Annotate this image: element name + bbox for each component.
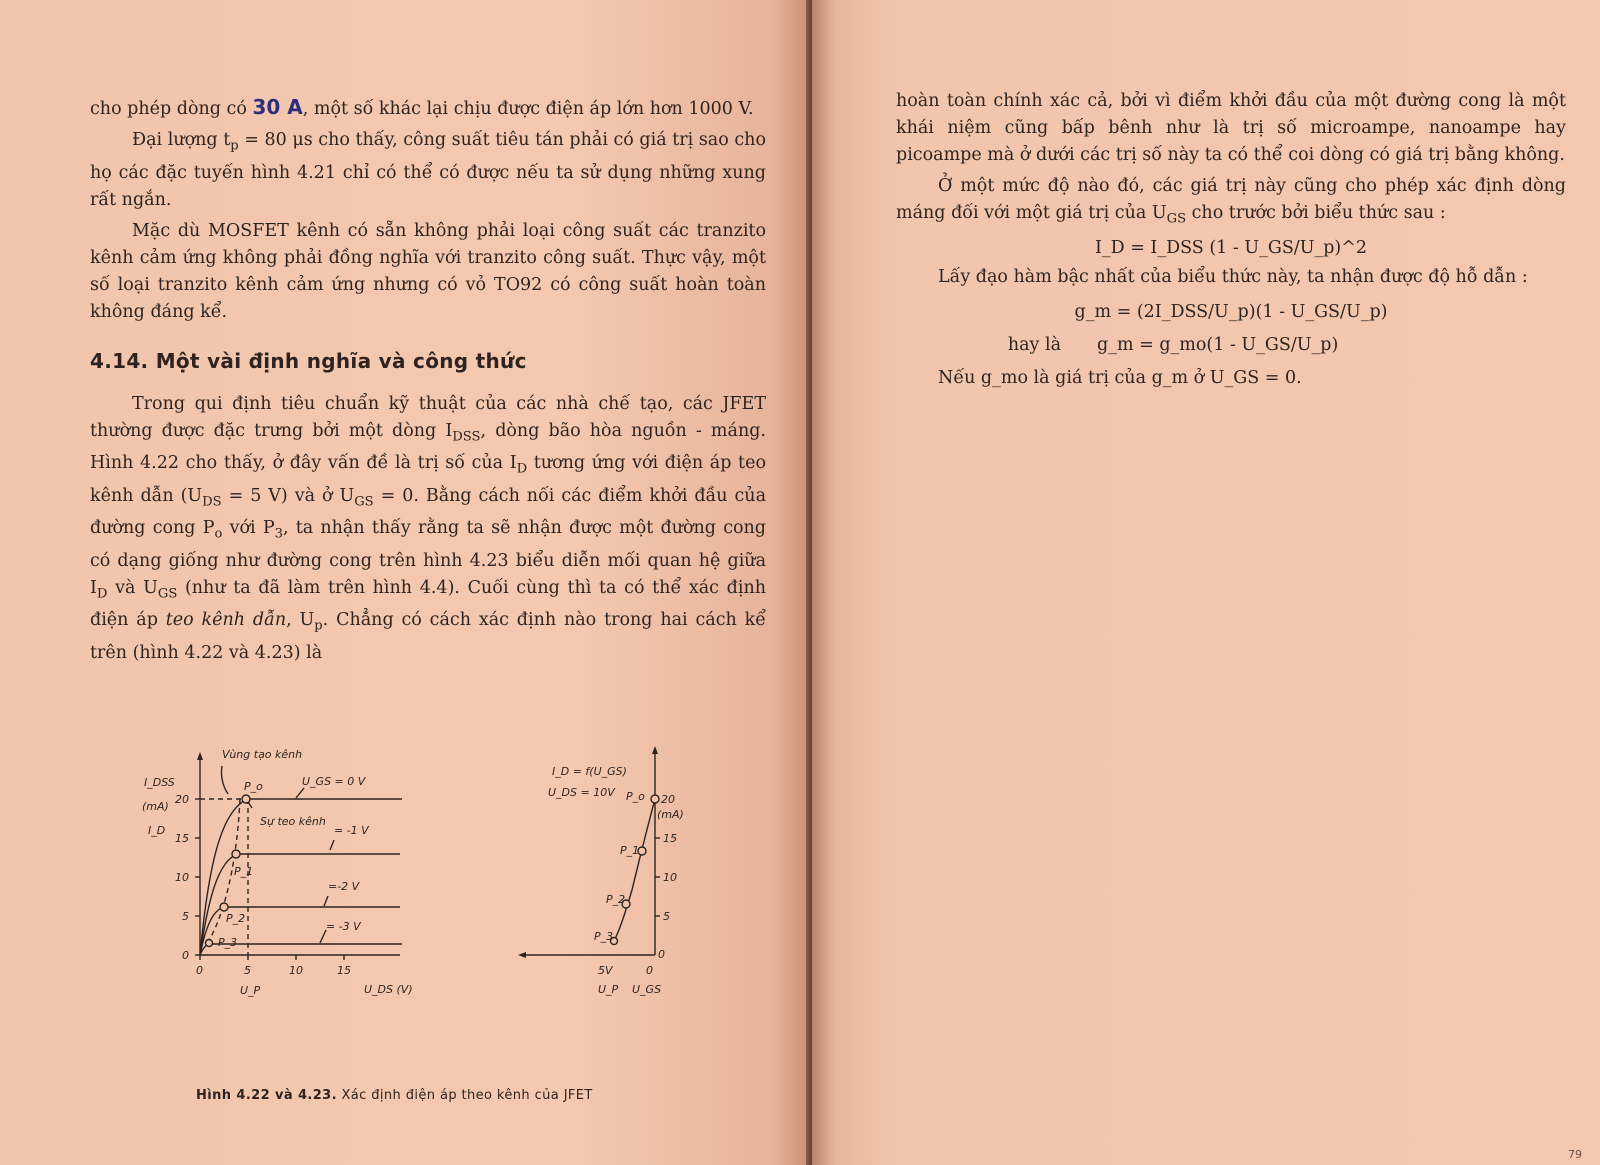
point-p1 xyxy=(232,850,240,858)
point-p3 xyxy=(206,940,213,947)
fig423-ytick-10: 10 xyxy=(663,871,677,884)
fig423-point-po: P_o xyxy=(626,790,645,803)
fig423-y-unit: (mA) xyxy=(657,808,684,821)
paragraph-r3: Lấy đạo hàm bậc nhất của biểu thức này, ta nhận được độ hỗ dẫn : xyxy=(938,266,1528,287)
page-number: 79 xyxy=(1568,1148,1582,1161)
paragraph-2: Đại lượng $t_p = 80$ μs cho thấy, công suất tiêu tán phải có giá trị sao cho họ các đặc tuyến hình 4.21 chỉ có thể có được nếu ta sử dụng những xung rất ngắn. xyxy=(90,130,766,210)
paragraph-r1: hoàn toàn chính xác cả, bởi vì điểm khởi đầu của một đường cong là một khái niệm cũng bấp bênh như là trị số microampe, nanoampe hay picoampe mà ở dưới các trị số này ta có thể coi dòng có giá trị bằng không. xyxy=(896,91,1566,165)
figure-drawing xyxy=(120,750,720,1030)
point-po xyxy=(242,795,250,803)
fig422-curve-1v: = -1 V xyxy=(334,824,369,837)
fig422-y-label-3: I_D xyxy=(148,824,166,837)
fig422-point-po: P_o xyxy=(244,780,263,793)
formula-gm-alt: hay là g_m = g_mo(1 - U_GS/U_p) xyxy=(1007,334,1339,355)
left-text-column xyxy=(90,94,766,667)
formula-id: I_D = I_DSS (1 - U_GS/U_p)^2 xyxy=(1094,237,1368,258)
fig422-point-p2: P_2 xyxy=(226,912,246,925)
fig422-xtick-5: 5 xyxy=(244,964,251,977)
fig422-y-label-2: (mA) xyxy=(142,800,169,813)
fig423-x-label-ugs: U_GS xyxy=(632,983,662,996)
fig423-ytick-5: 5 xyxy=(663,910,670,923)
fig422-curve-0v: U_GS = 0 V xyxy=(302,775,366,788)
fig422-up-label: U_P xyxy=(240,984,261,997)
fig422-y-label-1: I_DSS xyxy=(144,776,175,789)
right-text-column xyxy=(896,88,1566,392)
fig423-ytick-20: 20 xyxy=(661,793,675,806)
label-su-teo-kenh: Sự teo kênh xyxy=(260,815,326,828)
paragraph-3: Mặc dù MOSFET kênh có sẵn không phải loại công suất các tranzito kênh cảm ứng không phải đồng nghĩa với tranzito công suất. Thực vậy, một số loại tranzito kênh cảm ứng nhưng có vỏ TO92 có công suất hoàn toàn không đáng kể. xyxy=(90,220,766,322)
fig423-ytick-0: 0 xyxy=(658,948,665,961)
fig422-ytick-20: 20 xyxy=(175,793,189,806)
fig422-xtick-0: 0 xyxy=(196,964,203,977)
fig423-point-p2: P_2 xyxy=(606,893,626,906)
fig422-point-p3: P_3 xyxy=(218,936,238,949)
fig422-x-label: U_DS (V) xyxy=(364,983,413,996)
fig423-xtick-5v: 5V xyxy=(598,964,613,977)
fig422-xtick-15: 15 xyxy=(337,964,351,977)
point-p2 xyxy=(220,903,228,911)
fig423-xtick-0: 0 xyxy=(646,964,653,977)
fig422-ytick-10: 10 xyxy=(175,871,189,884)
right-page xyxy=(812,0,1600,1165)
label-vung-tao-kenh: Vùng tạo kênh xyxy=(222,748,303,761)
handwritten-annotation: 30 A xyxy=(252,95,303,119)
paragraph-1: cho phép dòng có 30 A, một số khác lại chịu được điện áp lớn hơn 1000 V. xyxy=(90,95,754,119)
fig423-point-p1: P_1 xyxy=(620,844,640,857)
fig423-x-label-up: U_P xyxy=(598,983,619,996)
fig422-ytick-15: 15 xyxy=(175,832,189,845)
paragraph-r2: Ở một mức độ nào đó, các giá trị này cũng cho phép xác định dòng máng đối với một giá trị của $U_{GS}$ cho trước bởi biểu thức sau : xyxy=(896,176,1566,227)
paragraph-r4: Nếu g_mo là giá trị của g_m ở U_GS = 0. xyxy=(938,367,1302,388)
figure-4-22-4-23 xyxy=(120,750,720,1030)
formula-gm: g_m = (2I_DSS/U_p)(1 - U_GS/U_p) xyxy=(1074,301,1388,322)
fig423-curve xyxy=(613,799,655,943)
fig422-ytick-0: 0 xyxy=(182,949,189,962)
fig423-point-p3: P_3 xyxy=(594,930,614,943)
fig422-curve-3v: = -3 V xyxy=(326,920,361,933)
paragraph-4: Trong qui định tiêu chuẩn kỹ thuật của các nhà chế tạo, các JFET thường được đặc trưng bởi một dòng $I_{DSS}$, dòng bão hòa nguồn - máng. Hình 4.22 cho thấy, ở đây vấn đề là trị số của $I_D$ tương ứng với điện áp teo kênh dẫn ($U_{DS} = 5$ V) và ở $U_{GS} = 0$. Bằng cách nối các điểm khởi đầu của đường cong $P_o$ với $P_3$, ta nhận thấy rằng ta sẽ nhận được một đường cong có dạng giống như đường cong trên hình 4.23 biểu diễn mối quan hệ giữa $I_D$ và $U_{GS}$ (như ta đã làm trên hình 4.4). Cuối cùng thì ta có thể xác định điện áp teo kênh dẫn, $U_p$. Chẳng có cách xác định nào trong hai cách kể trên (hình 4.22 và 4.23) là xyxy=(90,393,766,663)
annotation-arrow xyxy=(221,766,228,794)
fig423-title-2: U_DS = 10V xyxy=(548,786,615,799)
fig422-point-p1: P_1 xyxy=(234,865,254,878)
fig423-point-po xyxy=(651,795,659,803)
fig422-xtick-10: 10 xyxy=(289,964,303,977)
pinch-arrow xyxy=(248,802,252,808)
fig423-title-1: I_D = f(U_GS) xyxy=(552,765,627,778)
figure-caption: Hình 4.22 và 4.23. Xác định điện áp theo kênh của JFET xyxy=(196,1088,593,1103)
section-heading: 4.14. Một vài định nghĩa và công thức xyxy=(90,348,527,373)
fig423-ytick-15: 15 xyxy=(663,832,677,845)
fig422-ytick-5: 5 xyxy=(182,910,189,923)
fig-4-22 xyxy=(195,752,402,960)
fig422-curve-2v: =-2 V xyxy=(328,880,360,893)
